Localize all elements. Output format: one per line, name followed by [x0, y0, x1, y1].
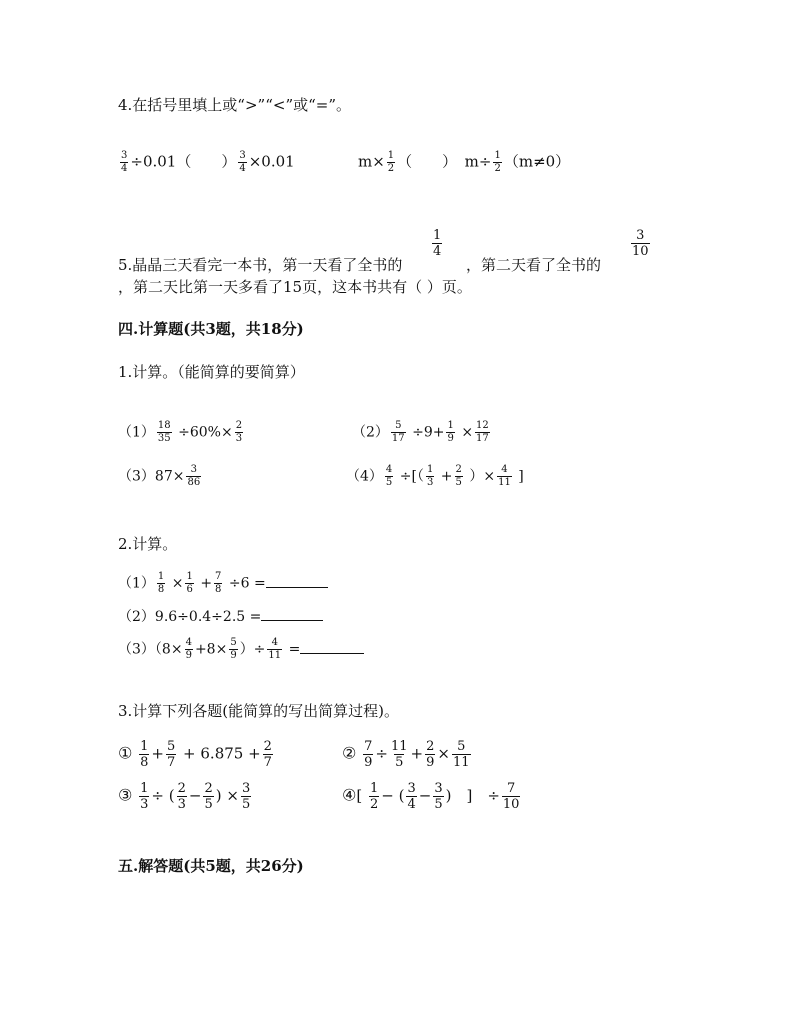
q4-item-a: $\frac{3}{4}$ ÷0.01（ ） $\frac{3}{4}$ ×0.01 [121, 150, 295, 174]
calc3-problem-4: ④[ $\frac{1}{2}$ − ( $\frac{3}{4}$ − $\frac{3}{5}$ ) ] ÷ $\frac{7}{10}$ [342, 781, 520, 812]
q5-line1-b: ，第二天看了全书的 [466, 256, 602, 274]
calc1-problem-4: （4） $\frac{4}{5}$ ÷[（ $\frac{1}{3}$ + $\frac{2}{5}$ ）× $\frac{4}{11}$ ] [346, 464, 524, 488]
q4-title: 4.在括号里填上或“>”“<”或“=”。 [118, 96, 352, 114]
calc3-title: 3.计算下列各题(能简算的写出简算过程)。 [118, 702, 400, 720]
q5-line1-a: 5.晶晶三天看完一本书，第一天看了全书的 [118, 256, 403, 274]
calc1-problem-1: （1） $\frac{18}{35}$ ÷60%× $\frac{2}{3}$ [118, 420, 243, 444]
calc2-problem-1: （1） $\frac{1}{8}$ × $\frac{1}{6}$ + $\frac{7}{8}$ ÷6 = [118, 571, 328, 596]
calc2-problem-2: （2）9.6÷0.4÷2.5 = [118, 606, 323, 626]
q5-line2: ，第二天比第一天多看了15页，这本书共有（ ）页。 [118, 278, 472, 296]
calc1-problem-3: （3）87× $\frac{3}{86}$ [118, 464, 201, 488]
calc1-title: 1.计算。（能简算的要简算） [118, 363, 305, 381]
q4-item-b: m× $\frac{1}{2}$ （ ） m÷ $\frac{1}{2}$ （m≠0） [358, 150, 571, 174]
q5-fraction-1: $\frac{1}{4}$ [433, 228, 442, 259]
calc3-problem-2: ② $\frac{7}{9}$ ÷ $\frac{11}{5}$ + $\frac{2}{9}$ × $\frac{5}{11}$ [342, 739, 470, 770]
calc1-problem-2: （2） $\frac{5}{17}$ ÷9+ $\frac{1}{9}$ × $\frac{12}{17}$ [352, 420, 489, 444]
section-4-title: 四.计算题(共3题，共18分) [118, 320, 304, 338]
answer-blank [266, 587, 328, 588]
calc2-problem-3: （3）（8× $\frac{4}{9}$ +8× $\frac{5}{9}$ ）÷ $\frac{4}{11}$ = [118, 637, 364, 662]
answer-blank [300, 653, 364, 654]
q5-fraction-2: $\frac{3}{10}$ [632, 228, 649, 259]
calc3-problem-3: ③ $\frac{1}{3}$ ÷ ( $\frac{2}{3}$ − $\frac{2}{5}$ ) × $\frac{3}{5}$ [118, 781, 251, 812]
section-5-title: 五.解答题(共5题，共26分) [118, 857, 304, 875]
calc3-problem-1: ① $\frac{1}{8}$ + $\frac{5}{7}$ + 6.875 + $\frac{2}{7}$ [118, 739, 272, 770]
calc2-title: 2.计算。 [118, 535, 178, 553]
answer-blank [261, 620, 323, 621]
